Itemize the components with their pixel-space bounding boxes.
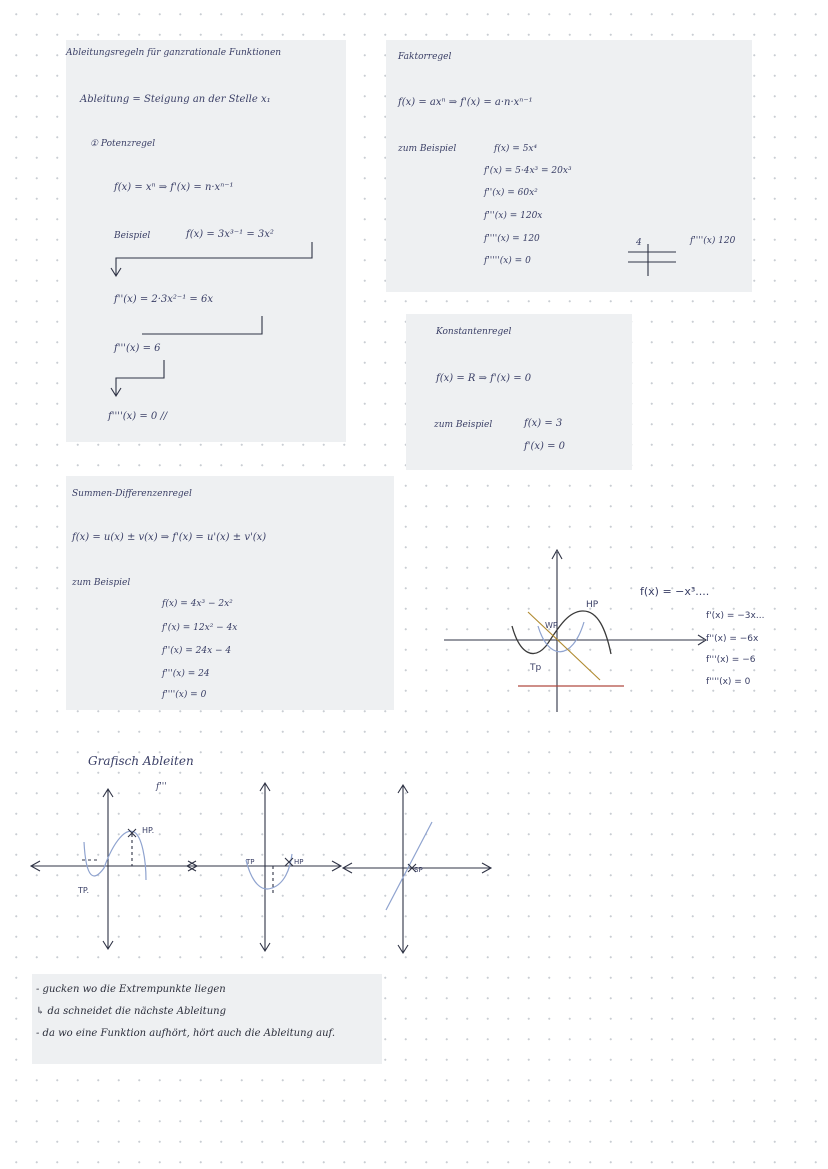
faktor-line-2: f''(x) = 60x² bbox=[484, 188, 538, 198]
example-label: Beispiel bbox=[114, 231, 151, 241]
grafisch-tp-label: TP. bbox=[78, 886, 90, 895]
note-line-2: - da wo eine Funktion aufhört, hört auch die Ableitung auf. bbox=[36, 1028, 336, 1039]
grafisch-title: Grafisch Ableiten bbox=[88, 754, 194, 768]
summen-line-1: f'(x) = 12x² − 4x bbox=[162, 623, 238, 633]
grafisch-hp2-label: HP bbox=[294, 858, 304, 866]
potenzregel-rule: f(x) = xⁿ ⇒ f'(x) = n·xⁿ⁻¹ bbox=[114, 182, 234, 193]
konstanten-example-label: zum Beispiel bbox=[434, 420, 493, 430]
cubic-tp-label: Tp bbox=[530, 663, 542, 673]
cubic-line-3: f'''(x) = −6 bbox=[706, 655, 756, 665]
konstantenregel-title: Konstantenregel bbox=[436, 327, 512, 337]
step-second-derivative: f''(x) = 2·3x²⁻¹ = 6x bbox=[114, 294, 213, 305]
cubic-line-0: f(x) = −x³.... bbox=[640, 585, 710, 598]
cubic-line-1: f'(x) = −3x... bbox=[706, 611, 765, 621]
cubic-wp-label: WP bbox=[545, 621, 558, 630]
faktorregel-title: Faktorregel bbox=[398, 52, 452, 62]
faktor-aside-mark: 4 bbox=[636, 238, 642, 248]
note-line-0: - gucken wo die Extrempunkte liegen bbox=[36, 984, 226, 995]
potenzregel-title: ① Potenzregel bbox=[90, 139, 156, 149]
grafisch-tp2-label: TP bbox=[246, 858, 255, 866]
cubic-hp-label: HP bbox=[586, 600, 599, 610]
grafisch-hp-label: HP. bbox=[142, 826, 155, 835]
example-equation: f(x) = 3x³⁻¹ = 3x² bbox=[186, 229, 274, 240]
faktor-line-3: f'''(x) = 120x bbox=[484, 211, 543, 221]
grafisch-f-label: f''' bbox=[156, 782, 167, 792]
summen-line-3: f'''(x) = 24 bbox=[162, 669, 210, 679]
summen-example-label: zum Beispiel bbox=[72, 578, 131, 588]
konstanten-line-1: f'(x) = 0 bbox=[524, 441, 565, 452]
summen-line-0: f(x) = 4x³ − 2x² bbox=[162, 599, 233, 609]
summen-line-4: f''''(x) = 0 bbox=[162, 690, 207, 700]
cubic-line-2: f''(x) = −6x bbox=[706, 634, 759, 644]
faktor-line-1: f'(x) = 5·4x³ = 20x³ bbox=[484, 166, 572, 176]
faktor-line-5: f'''''(x) = 0 bbox=[484, 256, 531, 266]
summen-line-2: f''(x) = 24x − 4 bbox=[162, 646, 232, 656]
faktor-example-label: zum Beispiel bbox=[398, 144, 457, 154]
summenregel-rule: f(x) = u(x) ± v(x) ⇒ f'(x) = u'(x) ± v'(x) bbox=[72, 532, 267, 543]
summenregel-title: Summen-Differenzenregel bbox=[72, 489, 192, 499]
cubic-line-4: f''''(x) = 0 bbox=[706, 677, 751, 687]
derivative-definition: Ableitung = Steigung an der Stelle x₁ bbox=[80, 94, 271, 105]
grafisch-sp-label: SP bbox=[414, 866, 423, 874]
konstantenregel-rule: f(x) = R ⇒ f'(x) = 0 bbox=[436, 373, 532, 384]
faktor-aside: f''''(x) 120 bbox=[690, 236, 736, 246]
step-third-derivative: f'''(x) = 6 bbox=[114, 343, 161, 354]
note-line-1: ↳ da schneidet die nächste Ableitung bbox=[36, 1006, 226, 1017]
faktor-line-0: f(x) = 5x⁴ bbox=[494, 144, 538, 154]
faktor-line-4: f''''(x) = 120 bbox=[484, 234, 540, 244]
step-fourth-derivative: f''''(x) = 0 // bbox=[108, 411, 168, 422]
faktorregel-rule: f(x) = axⁿ ⇒ f'(x) = a·n·xⁿ⁻¹ bbox=[398, 97, 533, 108]
konstanten-line-0: f(x) = 3 bbox=[524, 418, 563, 429]
main-heading: Ableitungsregeln für ganzrationale Funktionen bbox=[66, 48, 282, 58]
